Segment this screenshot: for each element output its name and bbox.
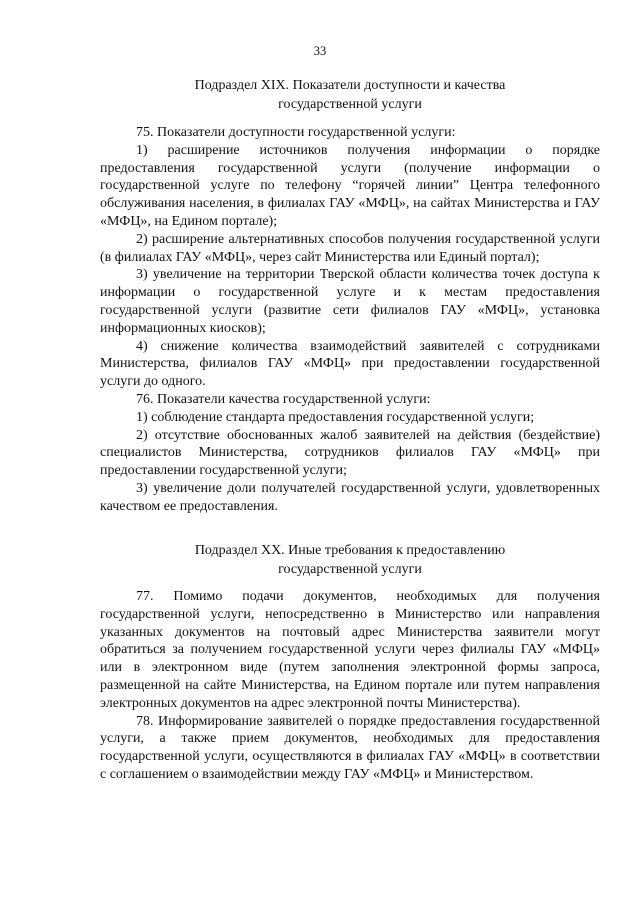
heading-line: Подраздел XX. Иные требования к предоставлению (194, 543, 506, 558)
paragraph-76-item-2: 2) отсутствие обоснованных жалоб заявителей на действия (бездействие) специалистов Министерства, сотрудников филиалов ГАУ «МФЦ» при предоставлении государственной услуги; (100, 427, 600, 479)
paragraph-76-item-1: 1) соблюдение стандарта предоставления государственной услуги; (136, 409, 535, 425)
heading-line: Подраздел XIX. Показатели доступности и качества (194, 78, 506, 93)
page-number: 33 (313, 44, 327, 58)
section-19-heading (100, 77, 600, 114)
paragraph-75-item-4: 4) снижение количества взаимодействий заявителей с сотрудниками Министерства, филиалов ГАУ «МФЦ» при предоставлении государственной услуги до одного. (100, 338, 600, 390)
section-19-body (100, 124, 600, 516)
section-20-heading (100, 542, 600, 579)
paragraph-75-item-3: 3) увеличение на территории Тверской области количества точек доступа к информации о государственной услуге и к местам предоставления государственной услуги (развитие сети филиалов ГАУ «МФЦ», установка информационных киосков); (100, 267, 600, 336)
heading-line: государственной услуги (278, 96, 422, 112)
paragraph-75-item-2: 2) расширение альтернативных способов получения государственной услуги (в филиалах ГАУ «МФЦ», через сайт Министерства или Единый портал); (100, 231, 600, 265)
paragraph-76: 76. Показатели качества государственной услуги: (136, 391, 431, 407)
paragraph-76-item-3: 3) увеличение доли получателей государственной услуги, удовлетворенных качеством ее предоставления. (100, 480, 600, 514)
paragraph-77: 77. Помимо подачи документов, необходимых для получения государственной услуги, непосредственно в Министерство или направления указанных документов на почтовый адрес Министерства заявители могут обратиться за получением государственной услуги через филиалы ГАУ «МФЦ» или в электронном виде (путем заполнения электронной формы запроса, размещенной на сайте Министерства, на Едином портале или путем направления электронных документов на адрес электронной почты Министерства). (100, 589, 600, 711)
heading-line: государственной услуги (278, 561, 422, 577)
paragraph-75: 75. Показатели доступности государственной услуги: (136, 125, 456, 140)
section-20-body (100, 588, 600, 784)
paragraph-75-item-1: 1) расширение источников получения информации о порядке предоставления государственной услуги (получение информации о государственной услуге по телефону “горячей линии” Центра телефонного обслуживания населения, в филиалах ГАУ «МФЦ», на сайтах Министерства и ГАУ «МФЦ», на Едином портале); (100, 142, 600, 229)
paragraph-78: 78. Информирование заявителей о порядке предоставления государственной услуги, а также прием документов, необходимых для предоставления государственной услуги, осуществляются в филиалах ГАУ «МФЦ» в соответствии с соглашением о взаимодействии между ГАУ «МФЦ» и Министерством. (100, 713, 600, 782)
